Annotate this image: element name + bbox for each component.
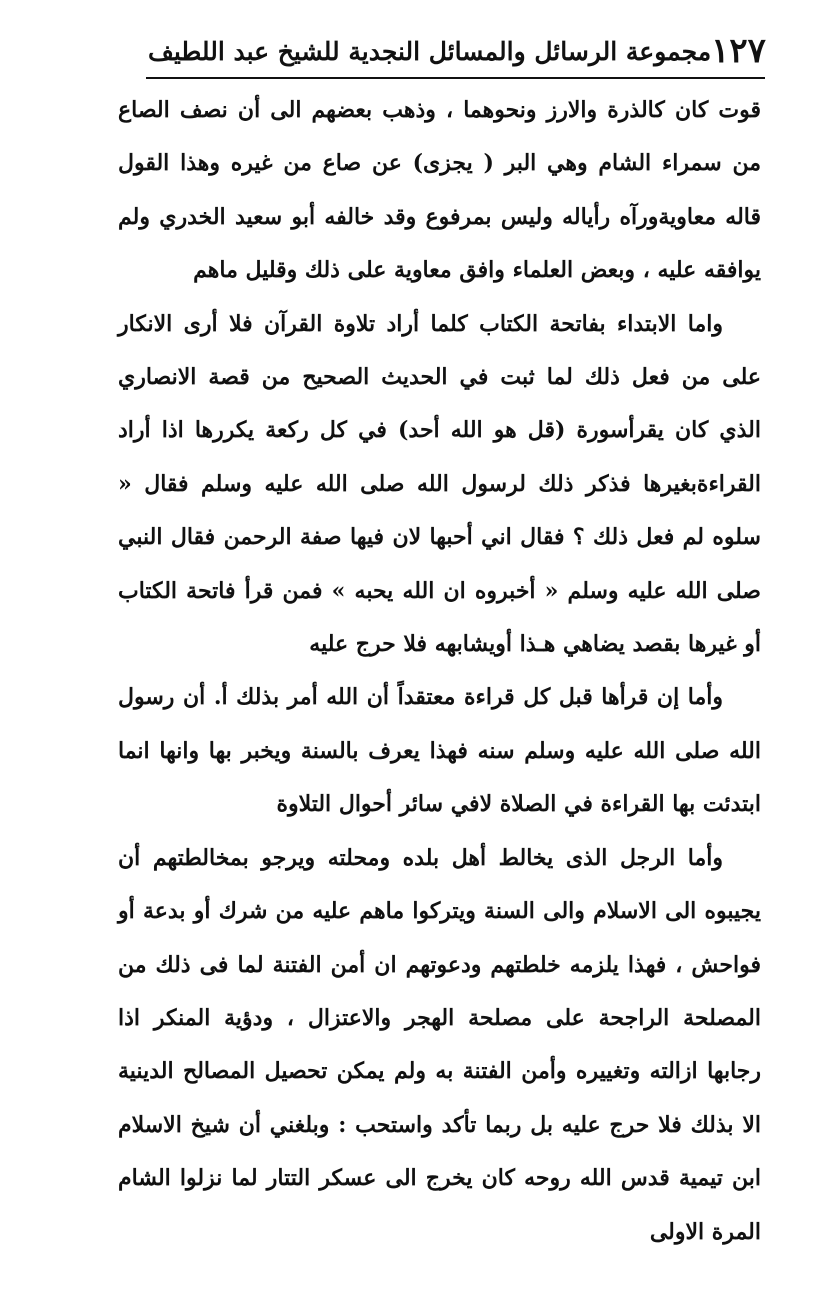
body-text bbox=[118, 84, 761, 1259]
page-number: ١٢٧ bbox=[711, 31, 766, 71]
header-rule bbox=[146, 77, 765, 79]
paragraph-3: وأما إن قرأها قبل كل قراءة معتقداً أن الله أمر بذلك أ. أن رسول الله صلى الله عليه وسلم سنه فهذا يعرف بالسنة ويخبر بها وانها انما ابتدئت بها القراءة في الصلاة لافي سائر أحوال التلاوة bbox=[118, 684, 761, 818]
running-title: مجموعة الرسائل والمسائل النجدية للشيخ عبد اللطيف bbox=[148, 36, 712, 66]
paragraph-4: وأما الرجل الذى يخالط أهل بلده ومحلته ويرجو بمخالطتهم أن يجيبوه الى الاسلام والى السنة ويتركوا ماهم عليه من شرك أو بدعة أو فواحش ، فهذا يلزمه خلطتهم ودعوتهم ان أمن الفتنة لما فى ذلك من المصلحة الراجحة على مصلحة الهجر والاعتزال ، ودؤية المنكر اذا رجابها ازالته وتغييره وأمن الفتنة به ولم يمكن تحصيل المصالح الدينية الا بذلك فلا حرج عليه بل ربما تأكد واستحب : وبلغني أن شيخ الاسلام ابن تيمية قدس الله روحه كان يخرج الى عسكر التتار لما نزلوا الشام المرة الاولى bbox=[118, 844, 761, 1245]
paragraph-1: قوت كان كالذرة والارز ونحوهما ، وذهب بعضهم الى أن نصف الصاع من سمراء الشام وهي البر ( يجزى) عن صاع من غيره وهذا القول قاله معاويةورآه رأياله وليس بمرفوع وقد خالفه أبو سعيد الخدري ولم يوافقه عليه ، وبعض العلماء وافق معاوية على ذلك وقليل ماهم bbox=[118, 97, 761, 284]
page-header bbox=[148, 26, 766, 76]
paragraph-2: واما الابتداء بفاتحة الكتاب كلما أراد تلاوة القرآن فلا أرى الانكار على من فعل ذلك لما ثبت في الحديث الصحيح من قصة الانصاري الذي كان يقرأسورة (قل هو الله أحد) في كل ركعة يكررها اذا أراد القراءةبغيرها فذكر ذلك لرسول الله صلى الله عليه وسلم فقال « سلوه لم فعل ذلك ؟ فقال اني أحبها لان فيها صفة الرحمن فقال النبي صلى الله عليه وسلم « أخبروه ان الله يحبه » فمن قرأ فاتحة الكتاب أو غيرها بقصد يضاهي هـذا أويشابهه فلا حرج عليه bbox=[118, 310, 761, 658]
